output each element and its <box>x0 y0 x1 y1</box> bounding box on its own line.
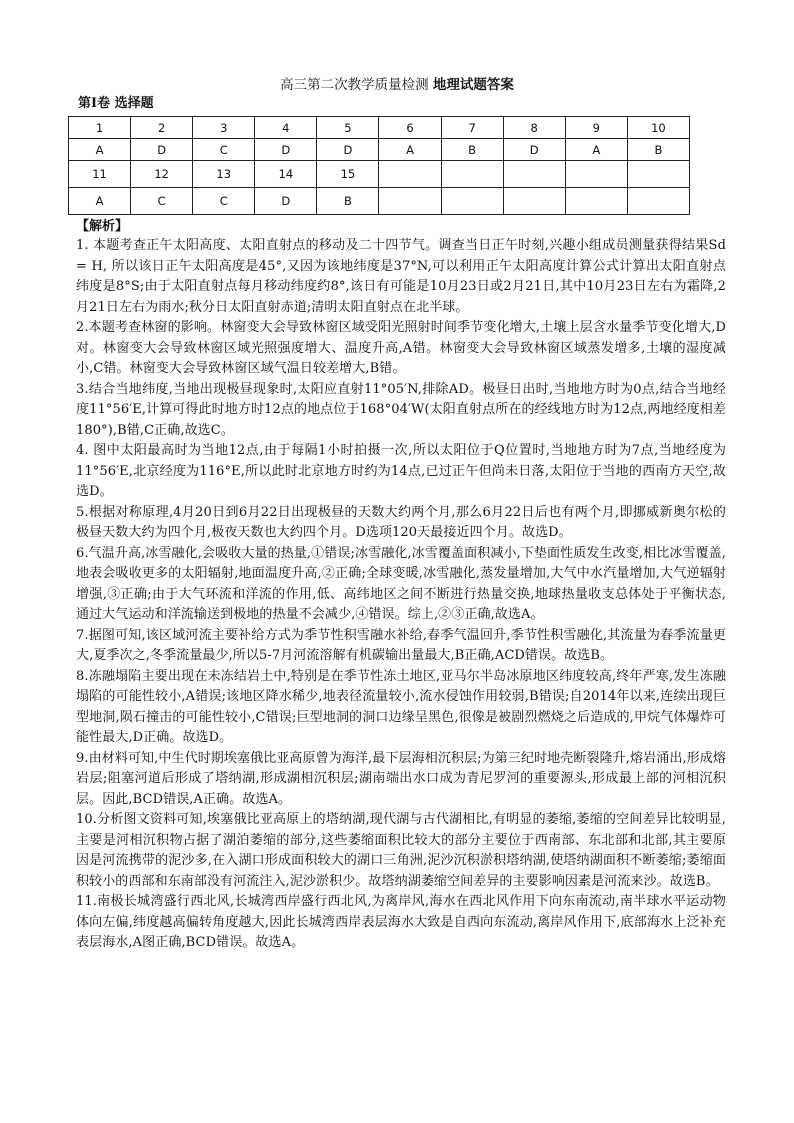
table-cell: A <box>69 188 131 215</box>
table-row <box>69 117 690 139</box>
table-cell: 5 <box>317 117 379 139</box>
table-cell: B <box>317 188 379 215</box>
table-cell: 12 <box>131 161 193 188</box>
page-title-main: 高三第二次教学质量检测 <box>280 77 433 93</box>
answer-table <box>68 116 690 215</box>
analysis-paragraph: 11.南极长城湾盛行西北风,长城湾西岸盛行西北风,为离岸风,海水在西北风作用下向东南流动,南半球水平运动物体向左偏,纬度越高偏转角度越大,因此长城湾西岸表层海水大致是自西向东流动,离岸风作用下,底部海水上泛补充表层海水,A图正确,BCD错误。故选A。 <box>76 894 726 950</box>
analysis-paragraph: 3.结合当地纬度,当地出现极昼现象时,太阳应直射11°05′N,排除AD。极昼日出时,当地地方时为0点,结合当地经度11°56′E,计算可得此时地方时12点的地点位于168°04′W(太阳直射点所在的经线地方时为12点,两地经度相差180°),B错,C正确,故选C。 <box>76 381 726 438</box>
analysis-paragraph: 5.根据对称原理,4月20日到6月22日出现极昼的天数大约两个月,那么6月22日后也有两个月,即挪威新奥尔松的极昼天数大约为四个月,极夜天数也大约四个月。D选项120天最接近四个月。故选D。 <box>76 504 726 540</box>
section-label: 第Ⅰ卷 选择题 <box>78 96 154 111</box>
table-cell: C <box>131 188 193 215</box>
analysis-paragraph: 9.由材料可知,中生代时期埃塞俄比亚高原曾为海洋,最下层海相沉积层;为第三纪时地壳断裂隆升,熔岩涌出,形成熔岩层;阻塞河道后形成了塔纳湖,形成湖相沉积层;湖南端出水口成为青尼罗河的重要源头,形成最上部的河相沉积层。因此,BCD错误,A正确。故选A。 <box>76 750 726 807</box>
table-cell: 7 <box>441 117 503 139</box>
table-row <box>69 139 690 161</box>
table-cell: 3 <box>193 117 255 139</box>
table-row <box>69 161 690 188</box>
page-title <box>0 76 794 94</box>
table-cell: 10 <box>627 117 689 139</box>
table-cell: B <box>627 139 689 161</box>
analysis-paragraph: 6.气温升高,冰雪融化,会吸收大量的热量,①错误;冰雪融化,冰雪覆盖面积减小,下垫面性质发生改变,相比冰雪覆盖,地表会吸收更多的太阳辐射,地面温度升高,②正确;全球变暖,冰雪融化,蒸发量增加,大气中水汽量增加,大气逆辐射增强,③正确;由于大气环流和洋流的作用,低、高纬地区之间不断进行热量交换,地球热量收支总体处于平衡状态,通过大气运动和洋流输送到极地的热量不会减少,④错误。综上,②③正确,故选A。 <box>76 545 726 622</box>
table-cell: 2 <box>131 117 193 139</box>
analysis-paragraph: 1. 本题考查正午太阳高度、太阳直射点的移动及二十四节气。调查当日正午时刻,兴趣小组成员测量获得结果Sd = H, 所以该日正午太阳高度是45°,又因为该地纬度是37°N,可以利用正午太阳高度计算公式计算出太阳直射点纬度是8°S;由于太阳直射点每月移动纬度约8°,该日有可能是10月23日或2月21日,其中10月23日左右为霜降,2月21日左右为雨水;秋分日太阳直射赤道;清明太阳直射点在北半球。 <box>76 238 726 315</box>
table-cell <box>627 161 689 188</box>
table-cell: D <box>131 139 193 161</box>
table-cell <box>379 161 441 188</box>
table-cell <box>441 161 503 188</box>
table-cell: 13 <box>193 161 255 188</box>
table-cell: A <box>69 139 131 161</box>
analysis-body <box>76 236 726 954</box>
table-cell: 14 <box>255 161 317 188</box>
table-cell: 1 <box>69 117 131 139</box>
analysis-label: 【解析】 <box>76 219 129 234</box>
page-title-bold: 地理试题答案 <box>432 77 514 93</box>
table-cell: C <box>193 139 255 161</box>
table-cell: D <box>255 139 317 161</box>
table-cell <box>503 161 565 188</box>
table-row <box>69 188 690 215</box>
analysis-paragraph: 8.冻融塌陷主要出现在未冻结岩土中,特别是在季节性冻土地区,亚马尔半岛冰原地区纬度较高,终年严寒,发生冻融塌陷的可能性较小,A错误;该地区降水稀少,地表径流量较小,流水侵蚀作用较弱,B错误;自2014年以来,连续出现巨型地洞,陨石撞击的可能性较小,C错误;巨型地洞的洞口边缘呈黑色,很像是被剧烈燃烧之后造成的,甲烷气体爆炸可能性最大,D正确。故选D。 <box>76 668 726 745</box>
table-cell <box>503 188 565 215</box>
table-cell: A <box>379 139 441 161</box>
analysis-paragraph: 10.分析图文资料可知,埃塞俄比亚高原上的塔纳湖,现代湖与古代湖相比,有明显的萎缩,萎缩的空间差异比较明显,主要是河相沉积物占据了湖泊萎缩的部分,这些萎缩面积比较大的部分主要位于西南部、东北部和北部,其主要原因是河流携带的泥沙多,在入湖口形成面积较大的湖口三角洲,泥沙沉积淤积塔纳湖,使塔纳湖面积不断萎缩;萎缩面积较小的西部和东南部没有河流注入,泥沙淤积少。故塔纳湖萎缩空间差异的主要影响因素是河流来沙。故选B。 <box>76 812 726 889</box>
table-cell: 4 <box>255 117 317 139</box>
table-cell: D <box>255 188 317 215</box>
analysis-paragraph: 4. 图中太阳最高时为当地12点,由于每隔1小时拍摄一次,所以太阳位于Q位置时,当地地方时为7点,当地经度为11°56′E,北京经度为116°E,所以此时北京地方时约为14点,已过正午但尚未日落,太阳位于当地的西南方天空,故选D。 <box>76 443 726 499</box>
table-cell <box>565 188 627 215</box>
table-cell: 6 <box>379 117 441 139</box>
analysis-paragraph: 7.据图可知,该区域河流主要补给方式为季节性积雪融水补给,春季气温回升,季节性积雪融化,其流量为春季流量更大,夏季次之,冬季流量最少,所以5-7月河流溶解有机碳输出量最大,B正确,ACD错误。故选B。 <box>76 627 726 663</box>
table-cell <box>565 161 627 188</box>
table-cell <box>441 188 503 215</box>
table-cell: 9 <box>565 117 627 139</box>
table-cell: D <box>317 139 379 161</box>
table-cell: 8 <box>503 117 565 139</box>
table-cell: A <box>565 139 627 161</box>
table-cell: D <box>503 139 565 161</box>
table-cell <box>627 188 689 215</box>
table-cell: B <box>441 139 503 161</box>
table-cell: 15 <box>317 161 379 188</box>
table-cell <box>379 188 441 215</box>
table-cell: 11 <box>69 161 131 188</box>
table-cell: C <box>193 188 255 215</box>
analysis-paragraph: 2.本题考查林窗的影响。林窗变大会导致林窗区域受阳光照射时间季节变化增大,土壤上层含水量季节变化增大,D对。林窗变大会导致林窗区域光照强度增大、温度升高,A错。林窗变大会导致林窗区域蒸发增多,土壤的湿度减小,C错。林窗变大会导致林窗区域气温日较差增大,B错。 <box>76 320 726 376</box>
